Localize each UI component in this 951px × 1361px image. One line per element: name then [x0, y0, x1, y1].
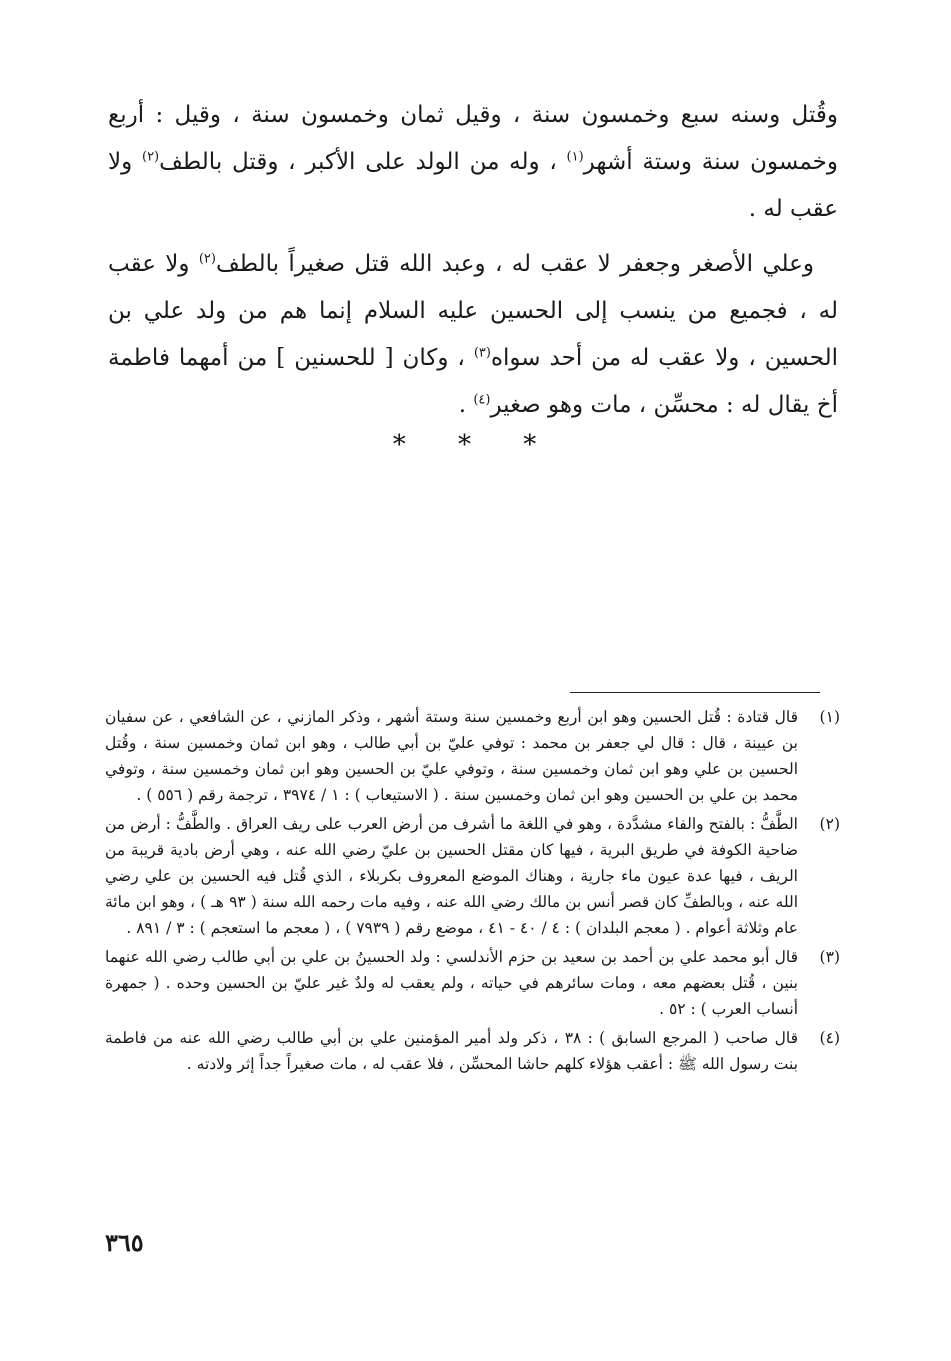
text-run: ولا عقب له ، فجميع من ينسب إلى الحسين عليه السلام إنما هم من ولد علي بن الحسين ، ولا عقب له من أحد سواه [108, 251, 838, 371]
text-run: ولا عقب له . [108, 149, 838, 222]
text-run: وقُتل وسنه سبع وخمسون سنة ، وقيل ثمان وخمسون سنة ، وقيل : أربع وخمسون سنة وستة أشهر [108, 102, 838, 175]
footnote-ref[interactable]: (٣) [473, 345, 491, 361]
footnote-text: الطَّفُّ : بالفتح والفاء مشدَّدة ، وهو في اللغة ما أشرف من أرض العرب على ريف العراق . والطَّفُّ : أرض من ضاحية الكوفة في طريق البرية ، فيها كان مقتل الحسين بن عليّ رضي الله عنه ، وهي أرض بادية قريبة من الريف ، فيها عدة عيون ماء جارية ، وهناك الموضع المعروف بكربلاء ، الذي قُتل فيه الحسين بن علي رضي الله عنه ، وبالطفِّ كان قصر أنس بن مالك رضي الله عنه ، وفيه مات رحمه الله سنة ( ٩٣ هـ ) ، وهو ابن مائة عام وثلاثة أعوام . ( معجم البلدان ) : ٤ / ٤٠ - ٤١ ، موضع رقم ( ٧٩٣٩ ) ، ( معجم ما استعجم ) : ٣ / ٨٩١ . [105, 815, 798, 937]
text-run: وعلي الأصغر وجعفر لا عقب له ، وعبد الله قتل صغيراً بالطف [215, 251, 814, 277]
main-text [108, 92, 838, 429]
footnote-separator [570, 692, 820, 693]
footnote-3 [105, 944, 840, 1022]
footnotes [105, 704, 840, 1080]
footnote-number: (١) [819, 708, 840, 726]
footnote-1 [105, 704, 840, 808]
text-run: ، وكان [ للحسنين ] من أمهما فاطمة أخ يقال له : محسِّن ، مات وهو صغير [108, 345, 838, 418]
footnote-ref[interactable]: (١) [566, 149, 584, 165]
footnote-text: قال أبو محمد علي بن أحمد بن سعيد بن حزم الأندلسي : ولد الحسينُ بن علي بن أبي طالب رضي الله عنهما بنين ، قُتل بعضهم معه ، ومات سائرهم في حياته ، ولم يعقب له ولدٌ غير عليّ بن الحسين وحده . ( جمهرة أنساب العرب ) : ٥٢ . [105, 948, 798, 1018]
footnote-4 [105, 1025, 840, 1077]
footnote-ref[interactable]: (٤) [473, 392, 491, 408]
footnote-number: (٣) [819, 948, 840, 966]
footnote-text: قال صاحب ( المرجع السابق ) : ٣٨ ، ذكر ولد أمير المؤمنين علي بن أبي طالب رضي الله عنه من فاطمة بنت رسول الله ﷺ : أعقب هؤلاء كلهم حاشا المحسِّن ، فلا عقب له ، مات صغيراً جداً إثر ولادته . [105, 1029, 798, 1073]
footnote-ref[interactable]: (٢) [141, 149, 160, 165]
footnote-number: (٤) [819, 1029, 840, 1047]
footnote-text: قال قتادة : قُتل الحسين وهو ابن أربع وخمسين سنة وستة أشهر ، وذكر المازني ، عن الشافعي ، عن سفيان بن عيينة ، قال : قال لي جعفر بن محمد : توفي عليّ بن أبي طالب ، وهو ابن ثمان وخمسين سنة ، وقُتل الحسين بن علي وهو ابن ثمان وخمسين سنة ، وتوفي عليّ بن الحسين وهو ابن ثمان وخمسين سنة ، وتوفي محمد بن علي بن الحسين وهو ابن ثمان وخمسين سنة . ( الاستيعاب ) : ١ / ٣٩٧٤ ، ترجمة رقم ( ٥٥٦ ) . [105, 708, 798, 804]
paragraph-1 [108, 92, 838, 233]
page-number: ٣٦٥ [105, 1228, 144, 1257]
paragraph-2 [108, 241, 838, 429]
text-run: . [458, 392, 474, 418]
text-run: ، وله من الولد على الأكبر ، وقتل بالطف [159, 149, 567, 175]
section-ornament: * * * [392, 430, 559, 460]
footnote-number: (٢) [819, 815, 840, 833]
footnote-ref[interactable]: (٢) [198, 251, 216, 267]
footnote-2 [105, 811, 840, 941]
